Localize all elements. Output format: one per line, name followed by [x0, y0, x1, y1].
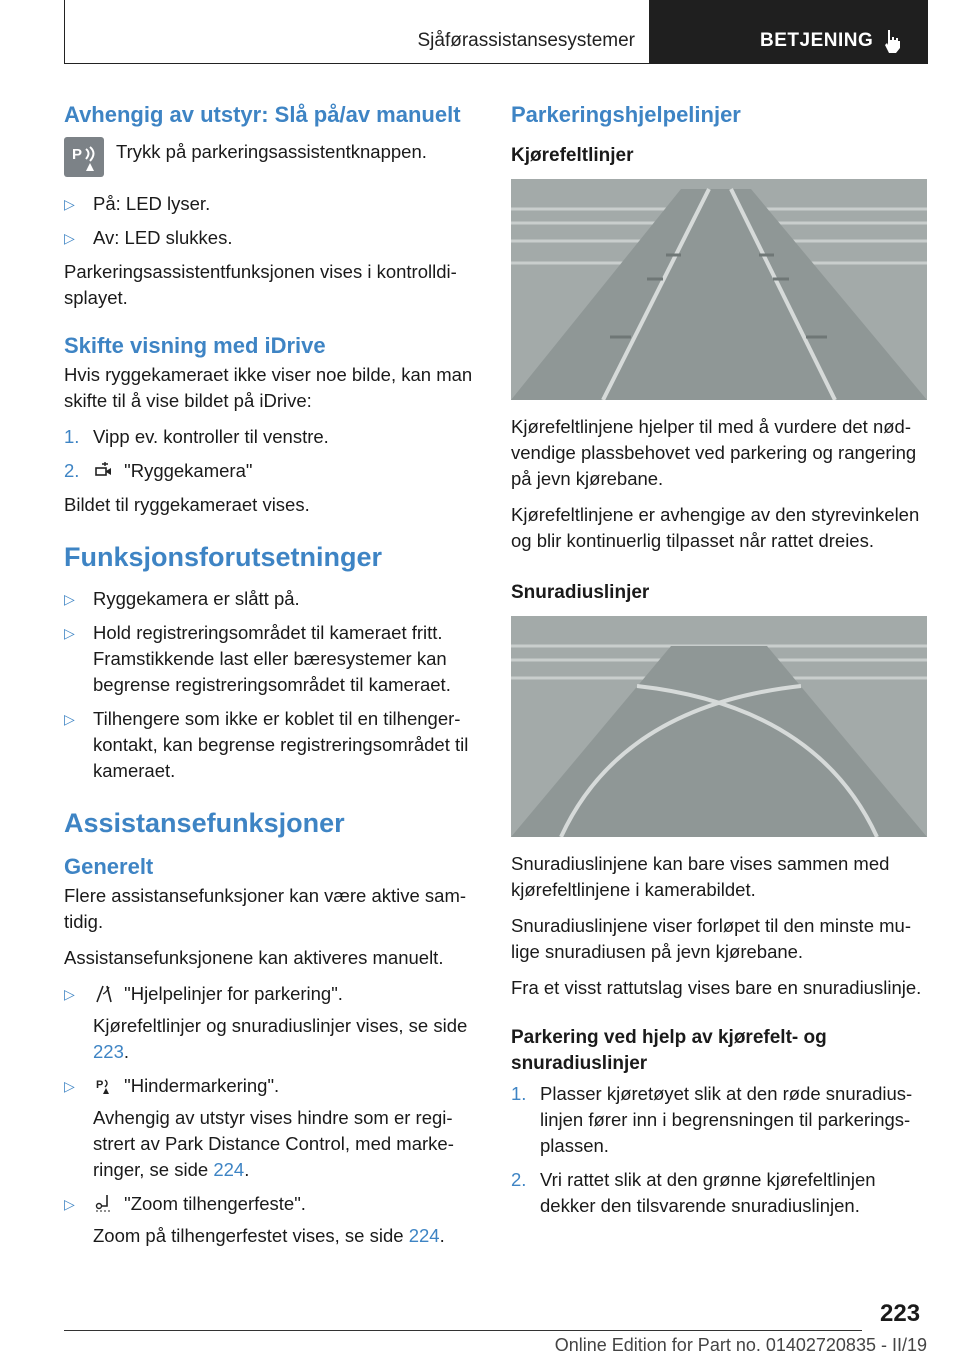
triangle-bullet-icon: ▷ — [64, 711, 75, 727]
list-item: ▷ Ryggekamera er slått på. — [64, 586, 482, 612]
heading-idrive: Skifte visning med iDrive — [64, 333, 326, 358]
list-item: ▷ På: LED lyser. — [64, 191, 482, 217]
svg-text:P: P — [72, 146, 83, 163]
right-column — [511, 100, 929, 1227]
page-link[interactable]: 224 — [408, 1225, 440, 1246]
idrive-text: Hvis ryggekameraet ikke viser noe bilde, kan man skifte til å vise bildet på iDrive: — [64, 364, 473, 411]
heading-prerequisites: Funksjonsforutsetninger — [64, 542, 383, 572]
triangle-bullet-icon: ▷ — [64, 230, 75, 246]
radius-text-3: Fra et visst rattutslag vises bare en snuradiuslinje. — [511, 977, 922, 998]
header-section-box — [64, 0, 650, 64]
parking-lines-icon — [93, 982, 115, 1004]
page-link[interactable]: 224 — [213, 1159, 245, 1180]
list-item: ▷ "Zoom tilhengerfeste". Zoom på tilhengerfestet vises, se side 224. — [64, 1193, 445, 1246]
list-item: 1. Vipp ev. kontroller til venstre. — [64, 426, 329, 447]
triangle-bullet-icon: ▷ — [64, 1196, 75, 1212]
lane-text-1: Kjørefeltlinjene hjelper til med å vurdere det nødvendige plassbehovet ved parkering og rangering på jevn kjørebane. — [511, 416, 917, 489]
triangle-bullet-icon: ▷ — [64, 625, 75, 641]
left-column — [64, 100, 482, 1257]
heading-parking-steps: Parkering ved hjelp av kjørefelt- og snuradiuslinjer — [511, 1027, 827, 1074]
radius-text-1: Snuradiuslinjene kan bare vises sammen med kjørefeltlinjene i kamerabildet. — [511, 853, 890, 900]
heading-assist-functions: Assistansefunksjoner — [64, 808, 345, 838]
list-item: ▷ Hold registreringsområdet til kameraet fritt. Framstikkende last eller bæresystemer kan begrense registreringsområdet til kameraet. — [64, 622, 451, 695]
triangle-bullet-icon: ▷ — [64, 196, 75, 212]
page-link[interactable]: 223 — [93, 1041, 124, 1062]
footer-divider — [64, 1330, 862, 1331]
header-chapter-box — [650, 0, 928, 64]
page-header — [64, 0, 928, 64]
triangle-bullet-icon: ▷ — [64, 1078, 75, 1094]
lane-text-2: Kjørefeltlinjene er avhengige av den styrevinkelen og blir kontinuerlig tilpasset når rattet dreies. — [511, 504, 920, 551]
list-item: ▷ Av: LED slukkes. — [64, 225, 482, 251]
list-item: ▷ "Hjelpelinjer for parkering". Kjørefeltlinjer og snuradiuslinjer vises, se side 223. — [64, 983, 468, 1062]
list-item: 2. Vri rattet slik at den grønne kjørefeltlinjen dekker den tilsvarende snuradiuslinjen. — [511, 1169, 876, 1216]
radius-text-2: Snuradiuslinjene viser forløpet til den minste mulige snuradiusen på jevn kjørebane. — [511, 915, 911, 962]
general-text-2: Assistansefunksjonene kan aktiveres manuelt. — [64, 947, 444, 968]
svg-text:P: P — [96, 1079, 104, 1091]
heading-lane-lines: Kjørefeltlinjer — [511, 145, 634, 166]
heading-manual: Avhengig av utstyr: Slå på/av manuelt — [64, 102, 461, 127]
manual-instruction: Trykk på parkeringsassistentknappen. — [116, 141, 427, 162]
heading-turn-radius: Snuradiuslinjer — [511, 582, 650, 603]
parking-assist-row — [64, 137, 482, 177]
list-item: 2. "Ryggekamera" — [64, 460, 253, 481]
parking-assistant-button-icon — [64, 137, 104, 177]
header-section-title: Sjåførassistansesystemer — [417, 30, 635, 51]
page-number: 223 — [880, 1300, 921, 1327]
list-item: ▷ Tilhengere som ikke er koblet til en tilhengerkontakt, kan begrense registreringsområdet til kameraet. — [64, 708, 469, 781]
footer-text: Online Edition for Part no. 01402720835 - II/19 — [554, 1335, 927, 1355]
trailer-hitch-icon — [93, 1192, 115, 1214]
list-item: 1. Plasser kjøretøyet slik at den røde snuradiuslinjen fører inn i begrensningen til parkeringsplassen. — [511, 1083, 913, 1156]
general-text-1: Flere assistansefunksjoner kan være aktive samtidig. — [64, 885, 467, 932]
rear-camera-icon — [93, 459, 115, 481]
lane-lines-illustration — [511, 179, 927, 400]
idrive-after: Bildet til ryggekameraet vises. — [64, 494, 310, 515]
heading-general: Generelt — [64, 854, 154, 879]
list-item: ▷ P "Hindermarkering". Avhengig av utstyr vises hindre som er registrert av Park Distance Control, med markeringer, se side 224. — [64, 1075, 454, 1180]
header-chapter-title: BETJENING — [760, 30, 874, 51]
manual-note: Parkeringsassistentfunksjonen vises i kontrolldisplayet. — [64, 261, 457, 308]
turn-radius-illustration — [511, 616, 927, 837]
triangle-bullet-icon: ▷ — [64, 591, 75, 607]
heading-parking-lines: Parkeringshjelpelinjer — [511, 102, 741, 127]
triangle-bullet-icon: ▷ — [64, 986, 75, 1002]
obstacle-marking-icon — [93, 1074, 115, 1096]
hand-pointer-icon — [882, 28, 904, 54]
